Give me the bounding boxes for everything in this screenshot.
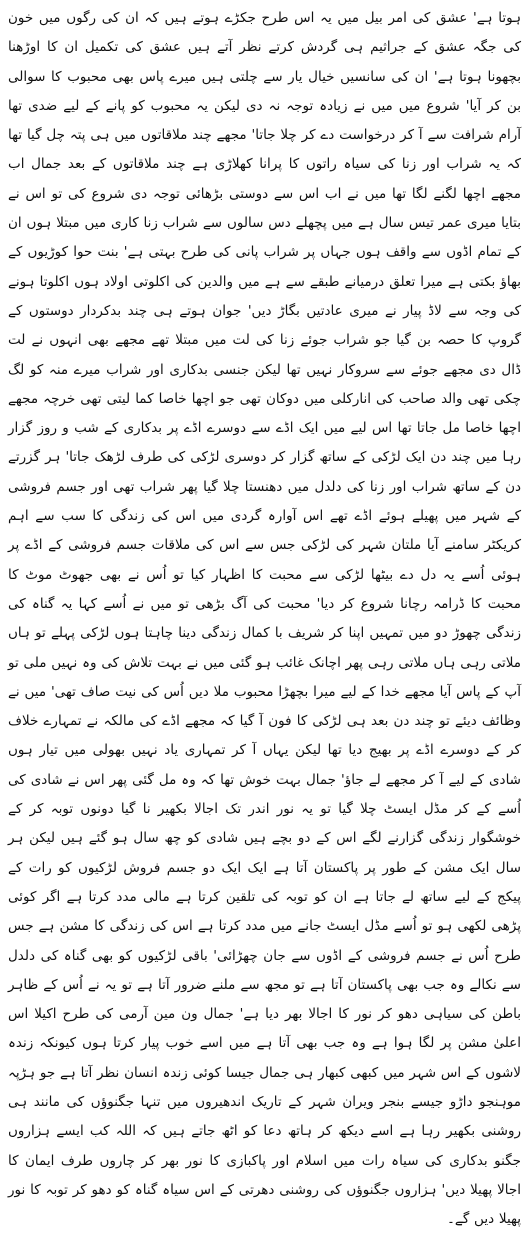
article-body-text: ہوتا ہے' عشق کی امر بیل میں یہ اس طرح جکڑے ہوتے ہیں کہ ان کی رگوں میں خون کی جگہ عشق کے جراثیم ہی گردش کرتے نظر آتے ہیں عشق کی تکمیل ان کا اوڑھنا بچھونا ہوتا ہے' ان کی سانسیں خیال یار سے چلتی ہیں میرے پاس بھی محبوب کا سوالی بن کر آیا' شروع میں میں نے زیادہ توجہ نہ دی لیکن یہ محبوب کو پانے کے لیے ضدی تھا آرام شرافت سے آ کر درخواست دے کر چلا جاتا' مجھے چند ملاقاتوں میں ہی پتہ چل گیا تھا کہ یہ شراب اور زنا کی سیاہ راتوں کا پرانا کھلاڑی ہے چند ملاقاتوں کے بعد جمال اب مجھے اچھا لگنے لگا تھا میں نے اب اس سے دوستی بڑھائی توجہ دی شروع کی تو اس نے بتایا میری عمر تیس سال ہے میں پچھلے دس سالوں سے شراب زنا کاری میں مبتلا ہوں ان کے تمام اڈوں سے واقف ہوں جہاں پر شراب پانی کی طرح بہتی ہے' بنت حوا کوڑیوں کے بھاؤ بکتی ہے میرا تعلق درمیانے طبقے سے ہے میں والدین کی اکلوتی اولاد ہوں اکلوتا ہونے کی وجہ سے لاڈ پیار نے میری عادتیں بگاڑ دیں' جوان ہوتے ہی چند بدکردار دوستوں کے گروپ کا حصہ بن گیا جو شراب جوئے زنا کی لت میں مبتلا تھے مجھے بھی انہوں نے لت ڈال دی مجھے جوئے سے سروکار نہیں تھا لیکن جنسی بدکاری اور شراب میرے منہ کو لگ چکی تھی والد صاحب کی انارکلی میں دوکان تھی جو اچھا خاصا کما لیتی تھی خرچہ مجھے اچھا خاصا مل جاتا تھا اس لیے میں ایک اڈے سے دوسرے اڈے پر بدکاری کے شب و روز گزار رہا میں چند دن ایک لڑکی کے ساتھ گزار کر دوسری لڑکی کی طرف لڑھک جاتا' ہر گزرتے دن کے ساتھ شراب اور زنا کی دلدل میں دھنستا چلا گیا پھر شراب تھی اور جسم فروشی کے شہر میں پھیلے ہوئے اڈے تھے اس آوارہ گردی میں اس کی زندگی کا سب سے اہم کریکٹر سامنے آیا ملتان شہر کی لڑکی جس سے اس کی ملاقات جسم فروشی کے اڈے پر ہوئی اُسے یہ دل دے بیٹھا لڑکی سے محبت کا اظہار کیا تو اُس نے بھی جھوٹ موٹ کا محبت کا ڈرامہ رچانا شروع کر دیا' محبت کی آگ بڑھی تو میں نے اُسے کہا یہ گناہ کی زندگی چھوڑ دو میں تمہیں اپنا کر شریف با کمال زندگی دینا چاہتا ہوں لڑکی پہلے تو ہاں ملاتی رہی ہاں ملاتی رہی پھر اچانک غائب ہو گئی میں نے بہت تلاش کی وہ نہیں ملی تو آپ کے پاس آیا مجھے خدا کے لیے میرا بچھڑا محبوب ملا دیں اُس کی نیت صاف تھی' میں نے وظائف دیئے تو چند دن بعد ہی لڑکی کا فون آ گیا کہ مجھے اڈے کی مالکہ نے تمہارے خلاف کر کے دوسرے اڈے پر بھیج دیا تھا لیکن یہاں آ کر تمہاری یاد نہیں بھولی میں تیار ہوں شادی کے لیے آ کر مجھے لے جاؤ' جمال بہت خوش تھا کہ وہ مل گئی پھر اس نے شادی کی اُسے کے کر مڈل ایسٹ چلا گیا تو یہ نور اندر تک اجالا بکھیر نا گیا دونوں توبہ کر کے خوشگوار زندگی گزارنے لگے اس کے دو بچے ہیں شادی کو چھ سال ہو گئے ہیں لیکن ہر سال ایک مشن کے طور پر پاکستان آتا ہے ایک ایک دو جسم فروش لڑکیوں کو رات کے پیکج کے لیے ساتھ لے جاتا ہے ان کو توبہ کی تلقین کرتا ہے مالی مدد کرتا ہے اگر کوئی پڑھی لکھی ہو تو اُسے مڈل ایسٹ جانے میں مدد کرتا ہے اس کی زندگی کا مشن ہے جس طرح اُس نے جسم فروشی کے اڈوں سے جان چھڑائی' باقی لڑکیوں کو بھی گناہ کی دلدل سے نکالے وہ جب بھی پاکستان آتا ہے تو مجھ سے ملنے ضرور آتا ہے تو یہ نے اُس کے ظاہر باطن کی سیاہی دھو کر نور کا اجالا بھر دیا ہے' جمال ون مین آرمی کی طرح اکیلا اس اعلیٰ مشن پر لگا ہوا ہے وہ جب بھی آتا ہے میں اسے خوب پیار کرتا ہوں کیونکہ زندہ لاشوں کے اس شہر میں کبھی کبھار ہی جمال جیسا کوئی زندہ انسان نظر آتا ہے جو ہڑپہ موہنجو داڑو جیسے بنجر ویران شہر کے تاریک اندھیروں میں تنہا جگنوؤں کی مانند ہی روشنی بکھیر رہا ہے اسے دیکھ کر ہاتھ دعا کو اٹھ جاتے ہیں کہ اللہ کب ایسے ہزاروں جگنو بدکاری کی سیاہ رات میں اسلام اور پاکبازی کا نور بھر کر چاروں طرف ایمان کا اجالا پھیلا دیں' ہزاروں جگنوؤں کی روشنی دھرتی کے اس سیاہ گناہ کو دھو کر توبہ کا نور پھیلا دیں گے۔ (8, 10, 521, 1228)
